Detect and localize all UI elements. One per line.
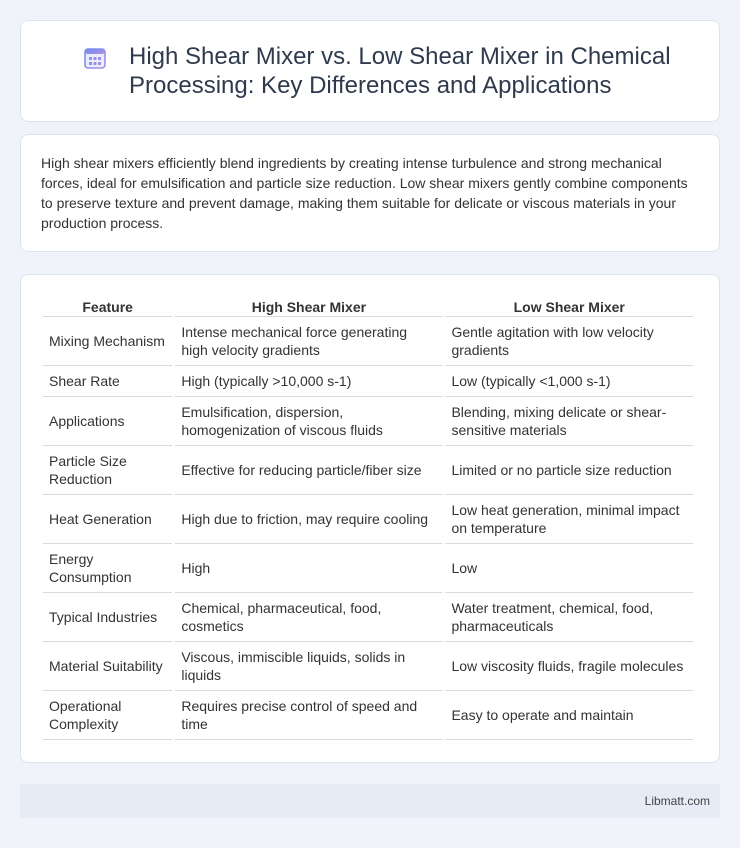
low-shear-cell: Low heat generation, minimal impact on temperature <box>445 495 693 544</box>
intro-card <box>20 134 720 252</box>
high-shear-cell: Chemical, pharmaceutical, food, cosmetics <box>175 593 442 642</box>
table-row <box>43 495 693 544</box>
high-shear-cell: High <box>175 544 442 593</box>
feature-cell: Mixing Mechanism <box>43 317 172 366</box>
table-row <box>43 544 693 593</box>
high-shear-cell: Intense mechanical force generating high velocity gradients <box>175 317 442 366</box>
high-shear-cell: High due to friction, may require cooling <box>175 495 442 544</box>
low-shear-cell: Limited or no particle size reduction <box>445 446 693 495</box>
feature-cell: Material Suitability <box>43 642 172 691</box>
low-shear-cell: Low viscosity fluids, fragile molecules <box>445 642 693 691</box>
table-row <box>43 642 693 691</box>
title-card <box>20 20 720 122</box>
comparison-table <box>40 295 696 740</box>
feature-cell: Particle Size Reduction <box>43 446 172 495</box>
feature-cell: Energy Consumption <box>43 544 172 593</box>
footer-brand-link[interactable]: Libmatt.com <box>644 794 710 808</box>
high-shear-cell: Requires precise control of speed and time <box>175 691 442 740</box>
table-row <box>43 593 693 642</box>
footer-bar <box>20 784 720 818</box>
header-high-shear: High Shear Mixer <box>175 295 442 317</box>
table-header-row <box>43 295 693 317</box>
low-shear-cell: Blending, mixing delicate or shear-sensitive materials <box>445 397 693 446</box>
feature-cell: Applications <box>43 397 172 446</box>
feature-cell: Operational Complexity <box>43 691 172 740</box>
intro-paragraph: High shear mixers efficiently blend ingredients by creating intense turbulence and strong mechanical forces, ideal for emulsification and particle size reduction. Low shear mixers gently combine components to preserve texture and prevent damage, making them suitable for delicate or viscous materials in your production process. <box>41 155 688 231</box>
table-row <box>43 446 693 495</box>
header-low-shear: Low Shear Mixer <box>445 295 693 317</box>
table-row <box>43 691 693 740</box>
comparison-table-card <box>20 274 720 763</box>
high-shear-cell: High (typically >10,000 s-1) <box>175 366 442 397</box>
high-shear-cell: Effective for reducing particle/fiber size <box>175 446 442 495</box>
calendar-grid-icon <box>83 46 107 70</box>
low-shear-cell: Low (typically <1,000 s-1) <box>445 366 693 397</box>
high-shear-cell: Emulsification, dispersion, homogenization of viscous fluids <box>175 397 442 446</box>
feature-cell: Shear Rate <box>43 366 172 397</box>
low-shear-cell: Low <box>445 544 693 593</box>
high-shear-cell: Viscous, immiscible liquids, solids in liquids <box>175 642 442 691</box>
low-shear-cell: Water treatment, chemical, food, pharmaceuticals <box>445 593 693 642</box>
header-feature: Feature <box>43 295 172 317</box>
low-shear-cell: Easy to operate and maintain <box>445 691 693 740</box>
feature-cell: Heat Generation <box>43 495 172 544</box>
table-row <box>43 366 693 397</box>
table-row <box>43 317 693 366</box>
table-row <box>43 397 693 446</box>
feature-cell: Typical Industries <box>43 593 172 642</box>
low-shear-cell: Gentle agitation with low velocity gradients <box>445 317 693 366</box>
page-title: High Shear Mixer vs. Low Shear Mixer in Chemical Processing: Key Differences and Applications <box>129 43 671 99</box>
